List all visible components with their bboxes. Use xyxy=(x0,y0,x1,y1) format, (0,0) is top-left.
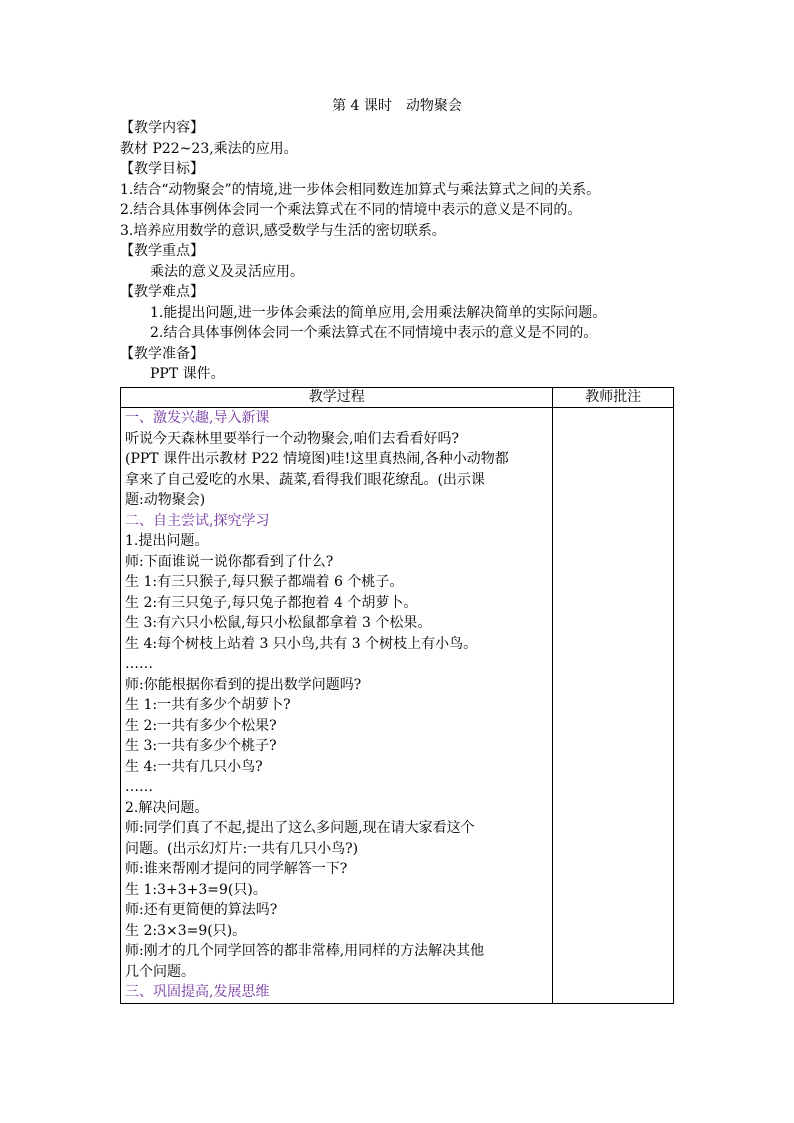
process-line: 生 4:每个树枝上站着 3 只小鸟,共有 3 个树枝上有小鸟。 xyxy=(125,635,478,652)
process-line: …… xyxy=(125,779,153,795)
lesson-title: 第 4 课时 动物聚会 xyxy=(332,98,462,114)
process-line: 生 4:一共有几只小鸟? xyxy=(125,758,263,775)
key-heading: 【教学重点】 xyxy=(120,243,204,259)
process-line: 师:下面谁说一说你都看到了什么? xyxy=(125,553,334,570)
process-line: 师:你能根据你看到的提出数学问题吗? xyxy=(125,676,362,693)
goal-item: 3.培养应用数学的意识,感受数学与生活的密切联系。 xyxy=(120,222,446,239)
process-line: 生 2:3×3=9(只)。 xyxy=(125,922,247,939)
prep-heading: 【教学准备】 xyxy=(120,345,204,362)
notes-cell xyxy=(553,408,674,1004)
process-line: 几个问题。 xyxy=(125,963,195,980)
process-line: …… xyxy=(125,656,153,672)
process-line: 生 2:一共有多少个松果? xyxy=(125,717,277,734)
process-line: 师:刚才的几个同学回答的都非常棒,用同样的方法解决其他 xyxy=(125,943,485,959)
process-line: 1.提出问题。 xyxy=(125,533,209,549)
process-line: 生 1:一共有多少个胡萝卜? xyxy=(125,697,291,713)
key-text: 乘法的意义及灵活应用。 xyxy=(150,263,304,280)
process-line: 拿来了自己爱吃的水果、蔬菜,看得我们眼花缭乱。(出示课 xyxy=(125,471,485,488)
prep-text: PPT 课件。 xyxy=(150,366,225,382)
lesson-info xyxy=(120,118,690,385)
process-line: 师:还有更简便的算法吗? xyxy=(125,902,278,918)
process-table xyxy=(120,387,674,1004)
goal-item: 2.结合具体事例体会同一个乘法算式在不同的情境中表示的意义是不同的。 xyxy=(120,202,582,218)
goals-heading: 【教学目标】 xyxy=(120,161,204,177)
difficulty-item: 1.能提出问题,进一步体会乘法的简单应用,会用乘法解决简单的实际问题。 xyxy=(150,304,607,321)
process-line: 师:同学们真了不起,提出了这么多问题,现在请大家看这个 xyxy=(125,820,475,836)
content-text: 教材 P22~23,乘法的应用。 xyxy=(120,140,298,157)
process-line: 生 1:有三只猴子,每只猴子都端着 6 个桃子。 xyxy=(125,574,404,590)
process-line: 生 2:有三只兔子,每只兔子都抱着 4 个胡萝卜。 xyxy=(125,594,418,611)
process-line: 生 1:3+3+3=9(只)。 xyxy=(125,881,267,898)
header-notes: 教师批注 xyxy=(553,388,674,408)
header-process: 教学过程 xyxy=(121,388,553,408)
difficulty-heading: 【教学难点】 xyxy=(120,284,204,300)
process-line: 2.解决问题。 xyxy=(125,799,209,816)
content-heading: 【教学内容】 xyxy=(120,120,204,136)
section-heading: 二、自主尝试,探究学习 xyxy=(125,512,270,529)
process-line: 听说今天森林里要举行一个动物聚会,咱们去看看好吗? xyxy=(125,430,459,447)
process-line: (PPT 课件出示教材 P22 情境图)哇!这里真热闹,各种小动物都 xyxy=(125,451,509,467)
process-line: 生 3:有六只小松鼠,每只小松鼠都拿着 3 个松果。 xyxy=(125,615,432,631)
process-line: 题:动物聚会) xyxy=(125,492,206,508)
difficulty-item: 2.结合具体事例体会同一个乘法算式在不同情境中表示的意义是不同的。 xyxy=(150,325,598,341)
goal-item: 1.结合“动物聚会”的情境,进一步体会相同数连加算式与乘法算式之间的关系。 xyxy=(120,181,601,198)
section-heading: 三、巩固提高,发展思维 xyxy=(125,984,270,1000)
process-line: 师:谁来帮刚才提问的同学解答一下? xyxy=(125,861,348,877)
process-cell xyxy=(121,408,553,1004)
section-heading: 一、激发兴趣,导入新课 xyxy=(125,410,270,426)
process-line: 生 3:一共有多少个桃子? xyxy=(125,738,277,754)
process-line: 问题。(出示幻灯片:一共有几只小鸟?) xyxy=(125,840,359,857)
